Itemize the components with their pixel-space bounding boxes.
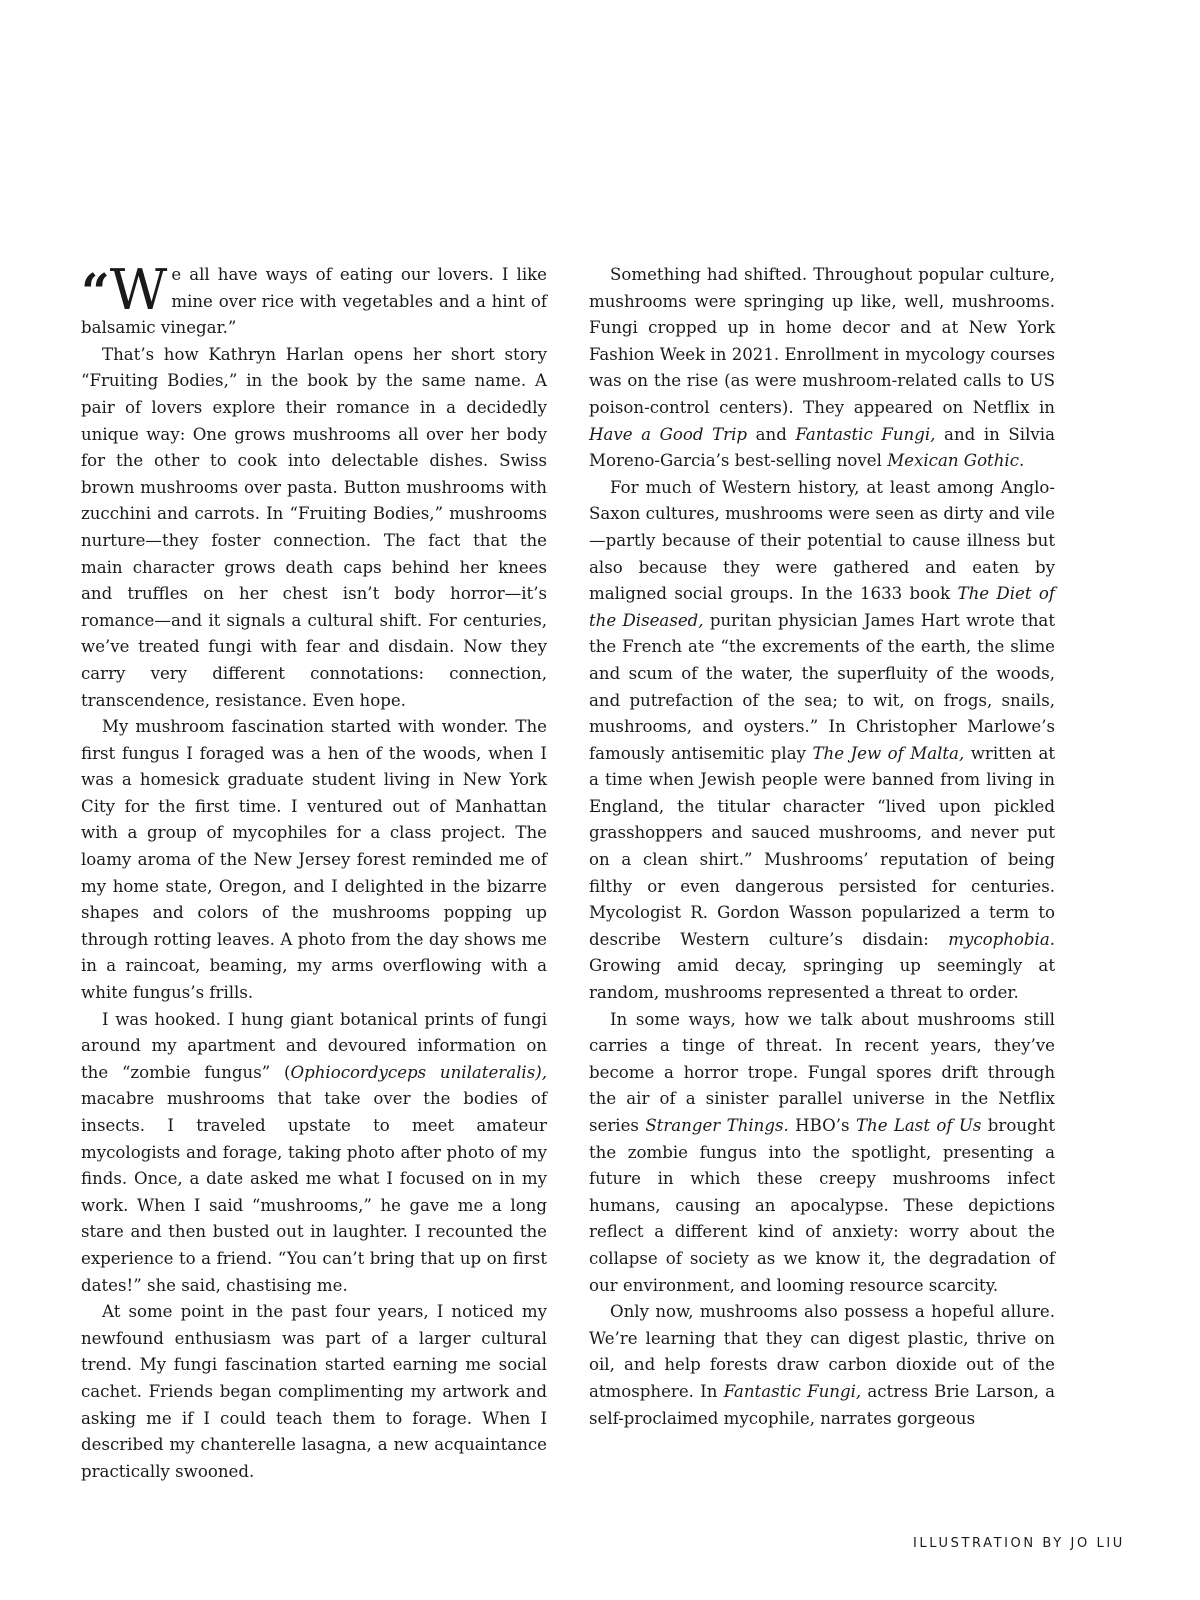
paragraph: I was hooked. I hung giant botanical prints of fungi around my apartment and devoured information on the “zombie fungus” (Ophiocordyceps unilateralis), macabre mushrooms that take over the bodies of insects. I traveled upstate to meet amateur mycologists and forage, taking photo after photo of my finds. Once, a date asked me what I focused on in my work. When I said “mushrooms,” he gave me a long stare and then busted out in laughter. I recounted the experience to a friend. “You can’t bring that up on first dates!” she said, chastising me.	[81, 1009, 547, 1295]
paragraph: Something had shifted. Throughout popular culture, mushrooms were springing up like, well, mushrooms. Fungi cropped up in home decor and at New York Fashion Week in 2021. Enrollment in mycology courses was on the rise (as were mushroom-related calls to US poison-control centers). They appeared on Netflix in Have a Good Trip and Fantastic Fungi, and in Silvia Moreno-Garcia’s best-selling novel Mexican Gothic.	[589, 265, 1055, 471]
paragraph: For much of Western history, at least among Anglo-Saxon cultures, mushrooms were seen as dirty and vile—partly because of their potential to cause illness but also because they were gathered and eaten by maligned social groups. In the 1633 book The Diet of the Diseased, puritan physician James Hart wrote that the French ate “the excrements of the earth, the slime and scum of the water, the superfluity of the woods, and putrefaction of the sea; to wit, on frogs, snails, mushrooms, and oysters.” In Christopher Marlowe’s famously antisemitic play The Jew of Malta, written at a time when Jewish people were banned from living in England, the titular character “lived upon pickled grasshoppers and sauced mushrooms, and never put on a clean shirt.” Mushrooms’ reputation of being filthy or even dangerous persisted for centuries. Mycologist R. Gordon Wasson popularized a term to describe Western culture’s disdain: mycophobia. Growing amid decay, springing up seemingly at random, mushrooms represented a threat to order.	[589, 477, 1056, 1003]
paragraph: That’s how Kathryn Harlan opens her short story “Fruiting Bodies,” in the book by the same name. A pair of lovers explore their romance in a decidedly unique way: One grows mushrooms all over her body for the other to cook into delectable dishes. Swiss brown mushrooms over pasta. Button mushrooms with zucchini and carrots. In “Fruiting Bodies,” mushrooms nurture—they foster connection. The fact that the main character grows death caps behind her knees and truffles on her chest isn’t body horror—it’s romance—and it signals a cultural shift. For centuries, we’ve treated fungi with fear and disdain. Now they carry very different connotations: connection, transcendence, resistance. Even hope.	[81, 344, 547, 710]
paragraph: At some point in the past four years, I noticed my newfound enthusiasm was part of a larger cultural trend. My fungi fascination started earning me social cachet. Friends began complimenting my artwork and asking me if I could teach them to forage. When I described my chanterelle lasagna, a new acquaintance practically swooned.	[81, 1302, 547, 1481]
paragraph: In some ways, how we talk about mushrooms still carries a tinge of threat. In recent years, they’ve become a horror trope. Fungal spores drift through the air of a sinister parallel universe in the Netflix series Stranger Things. HBO’s The Last of Us brought the zombie fungus into the spotlight, presenting a future in which these creepy mushrooms infect humans, causing an apocalypse. These depictions reflect a different kind of anxiety: worry about the collapse of society as we know it, the degradation of our environment, and looming resource scarcity.	[589, 1009, 1056, 1295]
paragraph: Only now, mushrooms also possess a hopeful allure. We’re learning that they can digest plastic, thrive on oil, and help forests draw carbon dioxide out of the atmosphere. In Fantastic Fungi, actress Brie Larson, a self-proclaimed mycophile, narrates gorgeous	[589, 1302, 1056, 1428]
paragraph: My mushroom fascination started with wonder. The first fungus I foraged was a hen of the woods, when I was a homesick graduate student living in New York City for the first time. I ventured out of Manhattan with a group of mycophiles for a class project. The loamy aroma of the New Jersey forest reminded me of my home state, Oregon, and I delighted in the bizarre shapes and colors of the mushrooms popping up through rotting leaves. A photo from the day shows me in a raincoat, beaming, my arms overflowing with a white fungus’s frills.	[81, 717, 547, 1003]
article-column-left	[81, 258, 547, 1485]
drop-cap: “W	[81, 258, 168, 323]
article-column-right	[589, 262, 1055, 1432]
illustration-credit: ILLUSTRATION BY JO LIU	[913, 1536, 1125, 1551]
lead-paragraph: “W e all have ways of eating our lovers. I like mine over rice with vegetables and a hint of balsamic vinegar.”	[81, 258, 547, 338]
